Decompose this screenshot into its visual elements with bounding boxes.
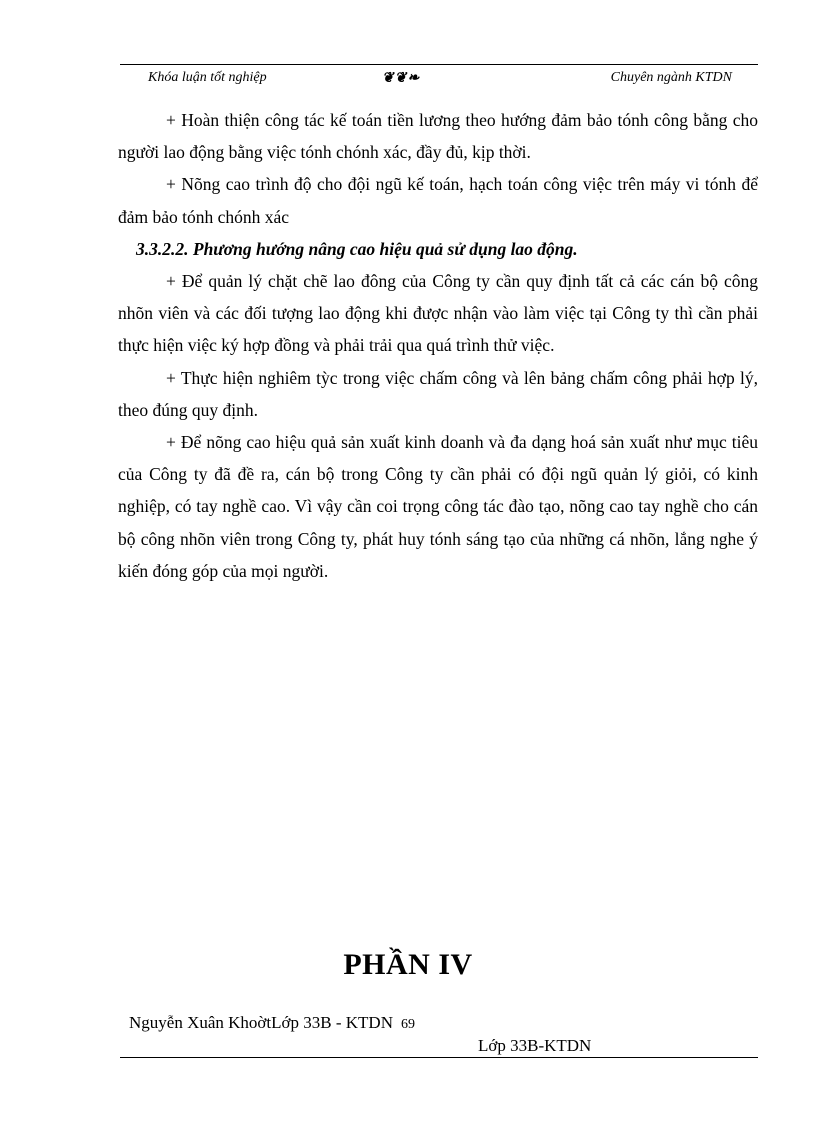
header-right-text: Chuyên ngành KTDN [610, 70, 732, 85]
page-number: 69 [400, 1017, 415, 1032]
paragraph-4: + Thực hiện nghiêm tỳc trong việc chấm công và lên bảng chấm công phải hợp lý, theo đúng quy định. [118, 367, 758, 420]
paragraph-2: + Nõng cao trình độ cho đội ngũ kế toán, hạch toán công việc trên máy vi tónh để đảm bảo tónh chónh xác [118, 174, 758, 227]
footer-divider [120, 1057, 758, 1058]
page-header [120, 64, 758, 91]
paragraph-5: + Để nõng cao hiệu quả sản xuất kinh doanh và đa dạng hoá sản xuất như mục tiêu của Công ty đã đề ra, cán bộ trong Công ty cần phải có đội ngũ quản lý giỏi, có kinh nghiệp, có tay nghề cao. Vì vậy cần coi trọng công tác đào tạo, nõng cao tay nghề cho cán bộ công nhõn viên trong Công ty, phát huy tónh sáng tạo của những cá nhõn, lắng nghe ý kiến đóng góp của mọi người. [118, 432, 758, 581]
header-left-text: Khóa luận tốt nghiệp [148, 70, 267, 85]
paragraph-3: + Để quản lý chặt chẽ lao đông của Công ty cần quy định tất cả các cán bộ công nhõn viên và các đối tượng lao động khi được nhận vào làm việc tại Công ty thì cần phải thực hiện việc ký hợp đồng và phải trải qua quá trình thử việc. [118, 271, 758, 356]
chapter-title: PHẦN IV [343, 948, 473, 981]
header-ornament-icon: ❦❦❧ [382, 71, 421, 86]
footer-author [129, 1013, 415, 1033]
section-heading: 3.3.2.2. Phương hướng nâng cao hiệu quả sử dụng lao động. [136, 238, 578, 259]
footer-class: Lớp 33B-KTDN [478, 1036, 592, 1055]
body-text [118, 104, 758, 587]
paragraph-1: + Hoàn thiện công tác kế toán tiền lương theo hướng đảm bảo tónh công bằng cho người lao động bằng việc tónh chónh xác, đầy đủ, kịp thời. [118, 110, 758, 163]
footer-author-text: Nguyễn Xuân KhoờtLớp 33B - KTDN [129, 1013, 393, 1032]
